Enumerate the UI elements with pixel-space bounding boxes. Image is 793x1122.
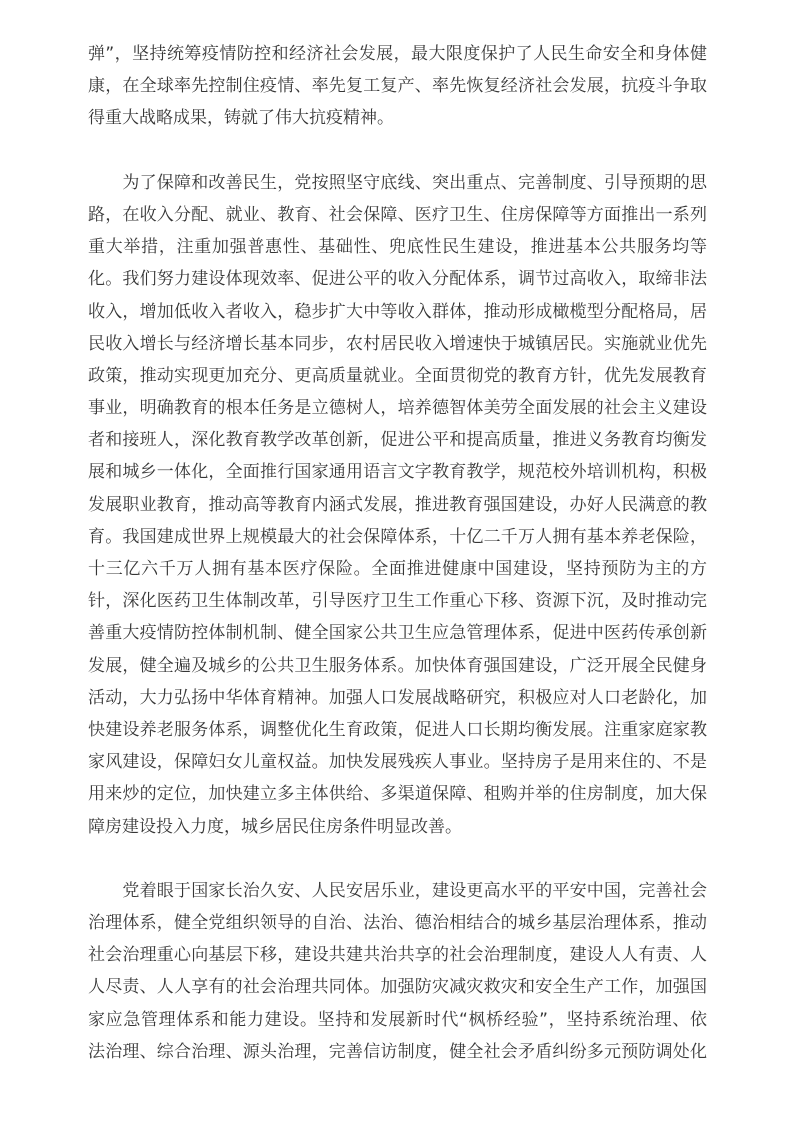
text-line: 障房建设投入力度，城乡居民住房条件明显改善。 [88, 816, 462, 837]
paragraph [88, 875, 707, 1068]
paragraph-spacer [88, 843, 707, 875]
text-line: 法治理、综合治理、源头治理，完善信访制度，健全社会矛盾纠纷多元预防调处化 [88, 1041, 707, 1062]
text-line: 育。我国建成世界上规模最大的社会保障体系，十亿二千万人拥有基本养老保险， [88, 526, 707, 547]
text-line: 针，深化医药卫生体制改革，引导医疗卫生工作重心下移、资源下沉，及时推动完 [88, 591, 707, 612]
text-line: 发展职业教育，推动高等教育内涵式发展，推进教育强国建设，办好人民满意的教 [88, 494, 707, 515]
text-line: 路，在收入分配、就业、教育、社会保障、医疗卫生、住房保障等方面推出一系列 [88, 204, 707, 225]
text-line: 善重大疫情防控体制机制、健全国家公共卫生应急管理体系，促进中医药传承创新 [88, 623, 707, 644]
document-body [88, 38, 707, 1068]
text-line: 者和接班人，深化教育教学改革创新，促进公平和提高质量，推进义务教育均衡发 [88, 430, 707, 451]
text-line: 得重大战略成果，铸就了伟大抗疫精神。 [88, 108, 394, 129]
text-line: 十三亿六千万人拥有基本医疗保险。全面推进健康中国建设，坚持预防为主的方 [88, 559, 707, 579]
text-line: 用来炒的定位，加快建立多主体供给、多渠道保障、租购并举的住房制度，加大保 [88, 784, 707, 805]
text-line: 活动，大力弘扬中华体育精神。加强人口发展战略研究，积极应对人口老龄化，加 [88, 687, 707, 708]
paragraph [88, 38, 707, 135]
text-line: 家风建设，保障妇女儿童权益。加快发展残疾人事业。坚持房子是用来住的、不是 [88, 752, 707, 773]
text-line: 为了保障和改善民生，党按照坚守底线、突出重点、完善制度、引导预期的思 [88, 172, 707, 193]
text-line: 化。我们努力建设体现效率、促进公平的收入分配体系，调节过高收入，取缔非法 [88, 269, 707, 290]
text-line: 快建设养老服务体系，调整优化生育政策，促进人口长期均衡发展。注重家庭家教 [88, 719, 707, 740]
text-line: 收入，增加低收入者收入，稳步扩大中等收入群体，推动形成橄榄型分配格局，居 [88, 301, 707, 322]
text-line: 民收入增长与经济增长基本同步，农村居民收入增速快于城镇居民。实施就业优先 [88, 333, 707, 354]
text-line: 家应急管理体系和能力建设。坚持和发展新时代“枫桥经验”，坚持系统治理、依 [88, 1009, 707, 1030]
text-line: 展和城乡一体化，全面推行国家通用语言文字教育教学，规范校外培训机构，积极 [88, 462, 707, 483]
text-line: 政策，推动实现更加充分、更高质量就业。全面贯彻党的教育方针，优先发展教育 [88, 365, 707, 386]
paragraph-spacer [88, 135, 707, 167]
text-line: 社会治理重心向基层下移，建设共建共治共享的社会治理制度，建设人人有责、人 [88, 945, 707, 966]
text-line: 发展，健全遍及城乡的公共卫生服务体系。加快体育强国建设，广泛开展全民健身 [88, 655, 707, 676]
text-line: 治理体系，健全党组织领导的自治、法治、德治相结合的城乡基层治理体系，推动 [88, 913, 707, 934]
text-line: 弹”，坚持统筹疫情防控和经济社会发展，最大限度保护了人民生命安全和身体健 [88, 44, 707, 64]
paragraph [88, 167, 707, 843]
text-line: 重大举措，注重加强普惠性、基础性、兜底性民生建设，推进基本公共服务均等 [88, 237, 707, 258]
text-line: 党着眼于国家长治久安、人民安居乐业，建设更高水平的平安中国，完善社会 [88, 880, 707, 901]
text-line: 事业，明确教育的根本任务是立德树人，培养德智体美劳全面发展的社会主义建设 [88, 398, 707, 419]
text-line: 人尽责、人人享有的社会治理共同体。加强防灾减灾救灾和安全生产工作，加强国 [88, 977, 707, 998]
text-line: 康，在全球率先控制住疫情、率先复工复产、率先恢复经济社会发展，抗疫斗争取 [88, 76, 707, 97]
